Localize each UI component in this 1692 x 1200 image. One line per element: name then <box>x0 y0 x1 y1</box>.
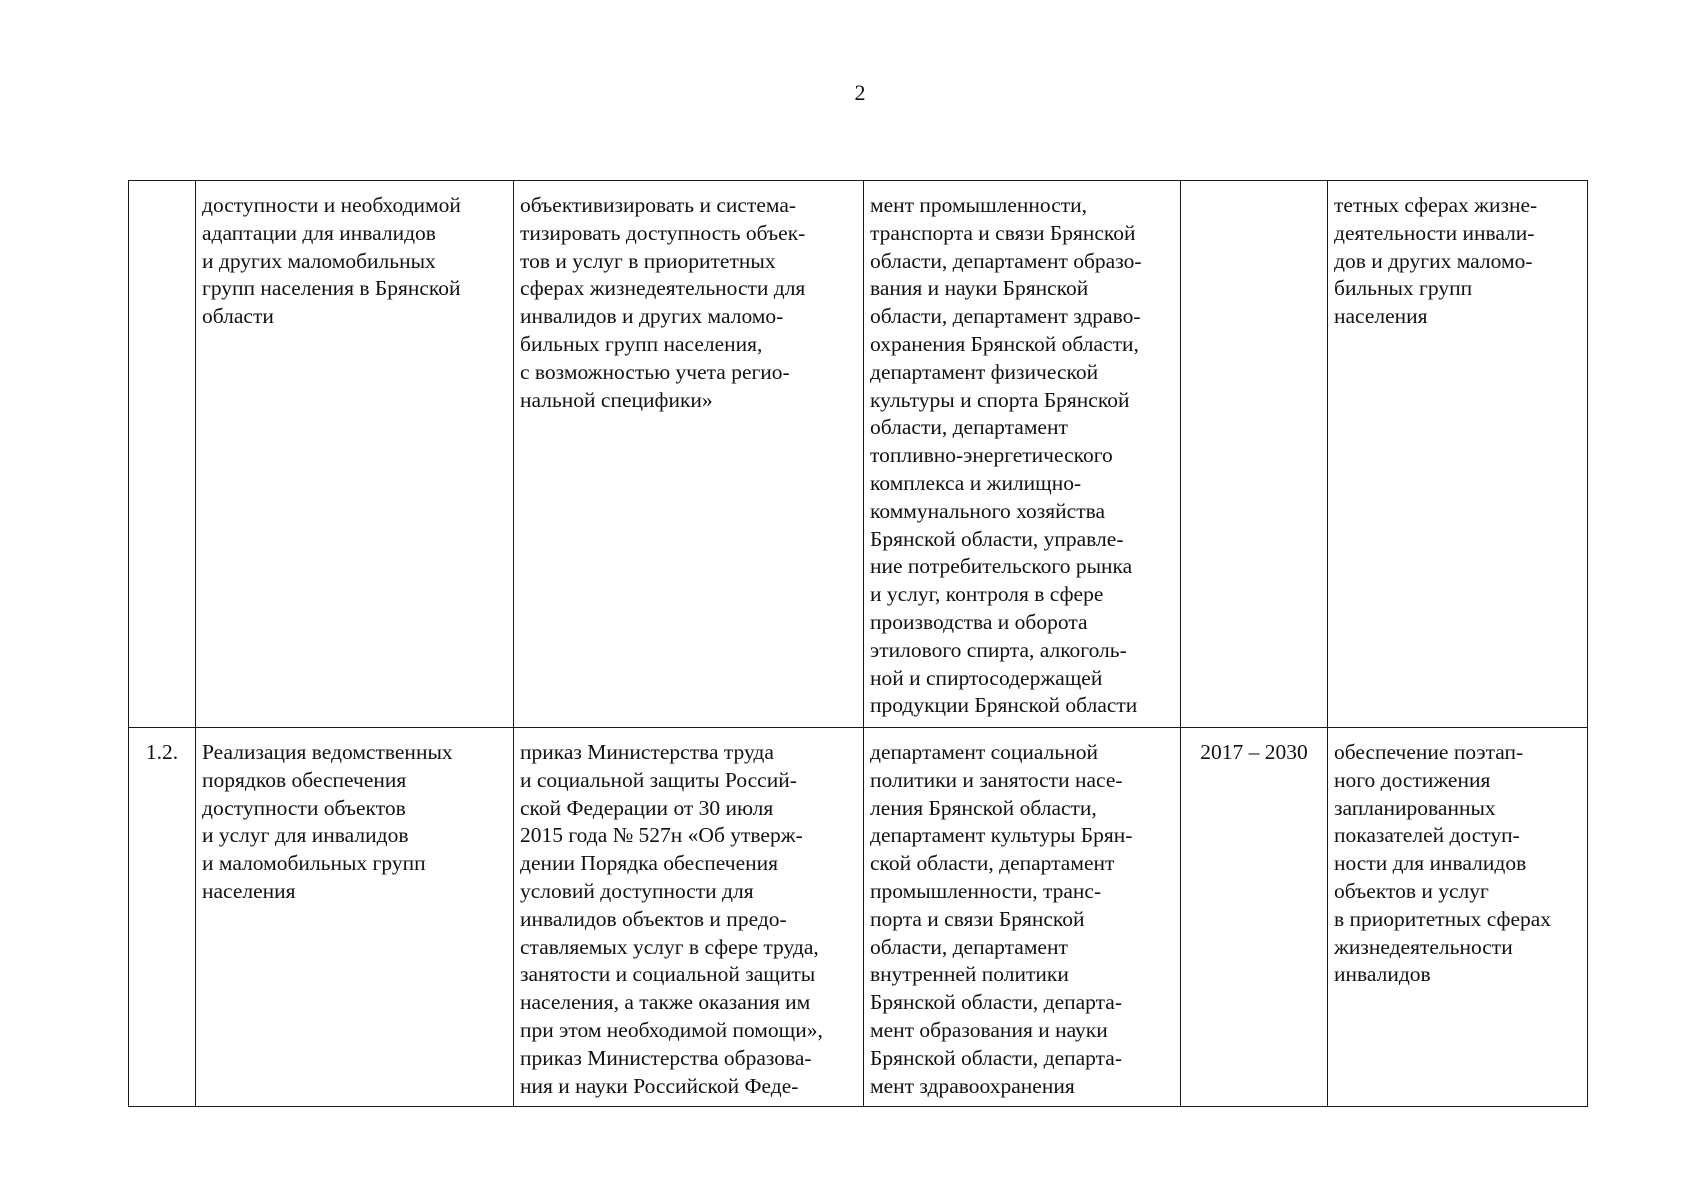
page-number: 2 <box>854 80 866 105</box>
result-cell: тетных сферах жизне- деятельности инвали- дов и других маломо- бильных групп населения <box>1328 181 1588 728</box>
basis-cell: приказ Министерства труда и социальной защиты Россий- ской Федерации от 30 июля 2015 года № 527н «Об утверж- дении Порядка обеспечения условий доступности для инвалидов объектов и предо- ставляемых услуг в сфере труда, занятости и социальной защиты населения, а также оказания им при этом необходимой помощи», приказ Министерства образова- ния и науки Российской Феде- <box>514 728 864 1107</box>
table-row <box>129 181 1588 728</box>
row-number-cell: 1.2. <box>129 728 196 1107</box>
executors-cell: мент промышленности, транспорта и связи Брянской области, департамент образо- вания и науки Брянской области, департамент здраво- охранения Брянской области, департамент физической культуры и спорта Брянской области, департамент топливно-энергетического комплекса и жилищно- коммунального хозяйства Брянской области, управле- ние потребительского рынка и услуг, контроля в сфере производства и оборота этилового спирта, алкоголь- ной и спиртосодержащей продукции Брянской области <box>864 181 1181 728</box>
period-cell: 2017 – 2030 <box>1181 728 1328 1107</box>
measures-table <box>128 180 1588 1107</box>
measure-cell: Реализация ведомственных порядков обеспечения доступности объектов и услуг для инвалидов и маломобильных групп населения <box>196 728 514 1107</box>
measure-cell: доступности и необходимой адаптации для инвалидов и других маломобильных групп населения в Брянской области <box>196 181 514 728</box>
table-row <box>129 728 1588 1107</box>
row-number-cell <box>129 181 196 728</box>
executors-cell: департамент социальной политики и занятости насе- ления Брянской области, департамент культуры Брян- ской области, департамент промышленности, транс- порта и связи Брянской области, департамент внутренней политики Брянской области, департа- мент образования и науки Брянской области, департа- мент здравоохранения <box>864 728 1181 1107</box>
result-cell: обеспечение поэтап- ного достижения запланированных показателей доступ- ности для инвалидов объектов и услуг в приоритетных сферах жизнедеятельности инвалидов <box>1328 728 1588 1107</box>
basis-cell: объективизировать и система- тизировать доступность объек- тов и услуг в приоритетных сферах жизнедеятельности для инвалидов и других маломо- бильных групп населения, с возможностью учета регио- нальной специфики» <box>514 181 864 728</box>
period-cell <box>1181 181 1328 728</box>
